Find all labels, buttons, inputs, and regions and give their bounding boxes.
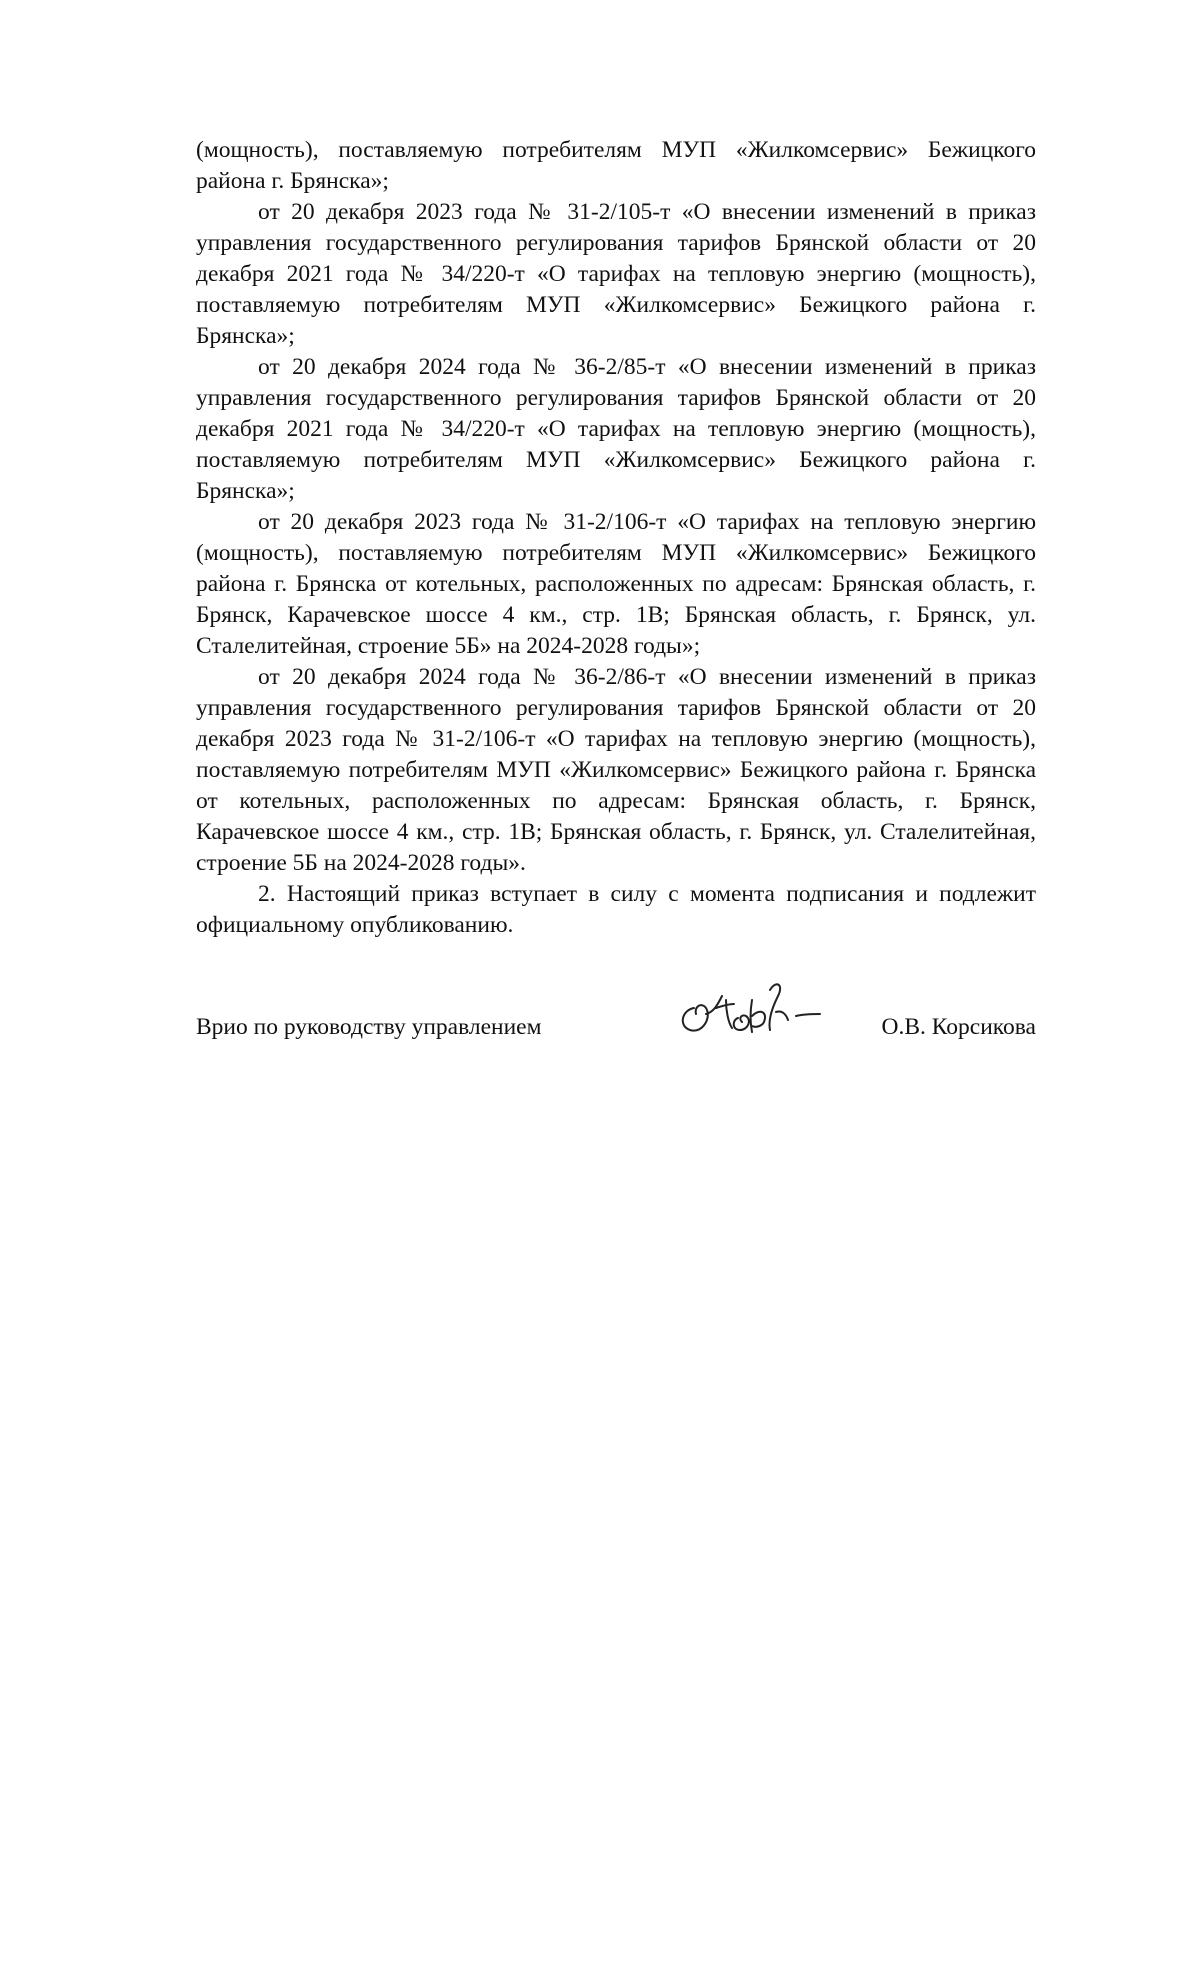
paragraph-order-36-2-86: от 20 декабря 2024 года № 36-2/86-т «О внесении изменений в приказ управления государственного регулирования тарифов Брянской области от 20 декабря 2023 года № 31-2/106-т «О тарифах на тепловую энергию (мощность), поставляемую потребителям МУП «Жилкомсервис» Бежицкого района г. Брянска от котельных, расположенных по адресам: Брянская область, г. Брянск, Карачевское шоссе 4 км., стр. 1В; Брянская область, г. Брянск, ул. Сталелитейная, строение 5Б на 2024-2028 годы».	[196, 664, 1036, 876]
handwritten-signature-icon	[672, 960, 832, 1050]
signer-position: Врио по руководству управлением	[196, 1014, 542, 1040]
paragraph-continuation: (мощность), поставляемую потребителям МУП «Жилкомсервис» Бежицкого района г. Брянска»;	[196, 137, 1036, 194]
paragraph-order-31-2-105: от 20 декабря 2023 года № 31-2/105-т «О внесении изменений в приказ управления государственного регулирования тарифов Брянской области от 20 декабря 2021 года № 34/220-т «О тарифах на тепловую энергию (мощность), поставляемую потребителям МУП «Жилкомсервис» Бежицкого района г. Брянска»;	[196, 199, 1036, 349]
document-body	[196, 135, 1036, 941]
paragraph-order-36-2-85: от 20 декабря 2024 года № 36-2/85-т «О внесении изменений в приказ управления государственного регулирования тарифов Брянской области от 20 декабря 2021 года № 34/220-т «О тарифах на тепловую энергию (мощность), поставляемую потребителям МУП «Жилкомсервис» Бежицкого района г. Брянска»;	[196, 354, 1036, 504]
signature-block	[196, 960, 1036, 1050]
paragraph-order-31-2-106: от 20 декабря 2023 года № 31-2/106-т «О тарифах на тепловую энергию (мощность), поставляемую потребителям МУП «Жилкомсервис» Бежицкого района г. Брянска от котельных, расположенных по адресам: Брянская область, г. Брянск, Карачевское шоссе 4 км., стр. 1В; Брянская область, г. Брянск, ул. Сталелитейная, строение 5Б» на 2024-2028 годы»;	[196, 509, 1036, 659]
signer-name: О.В. Корсикова	[881, 1014, 1036, 1040]
paragraph-effective-clause: 2. Настоящий приказ вступает в силу с момента подписания и подлежит официальному опубликованию.	[196, 881, 1036, 938]
